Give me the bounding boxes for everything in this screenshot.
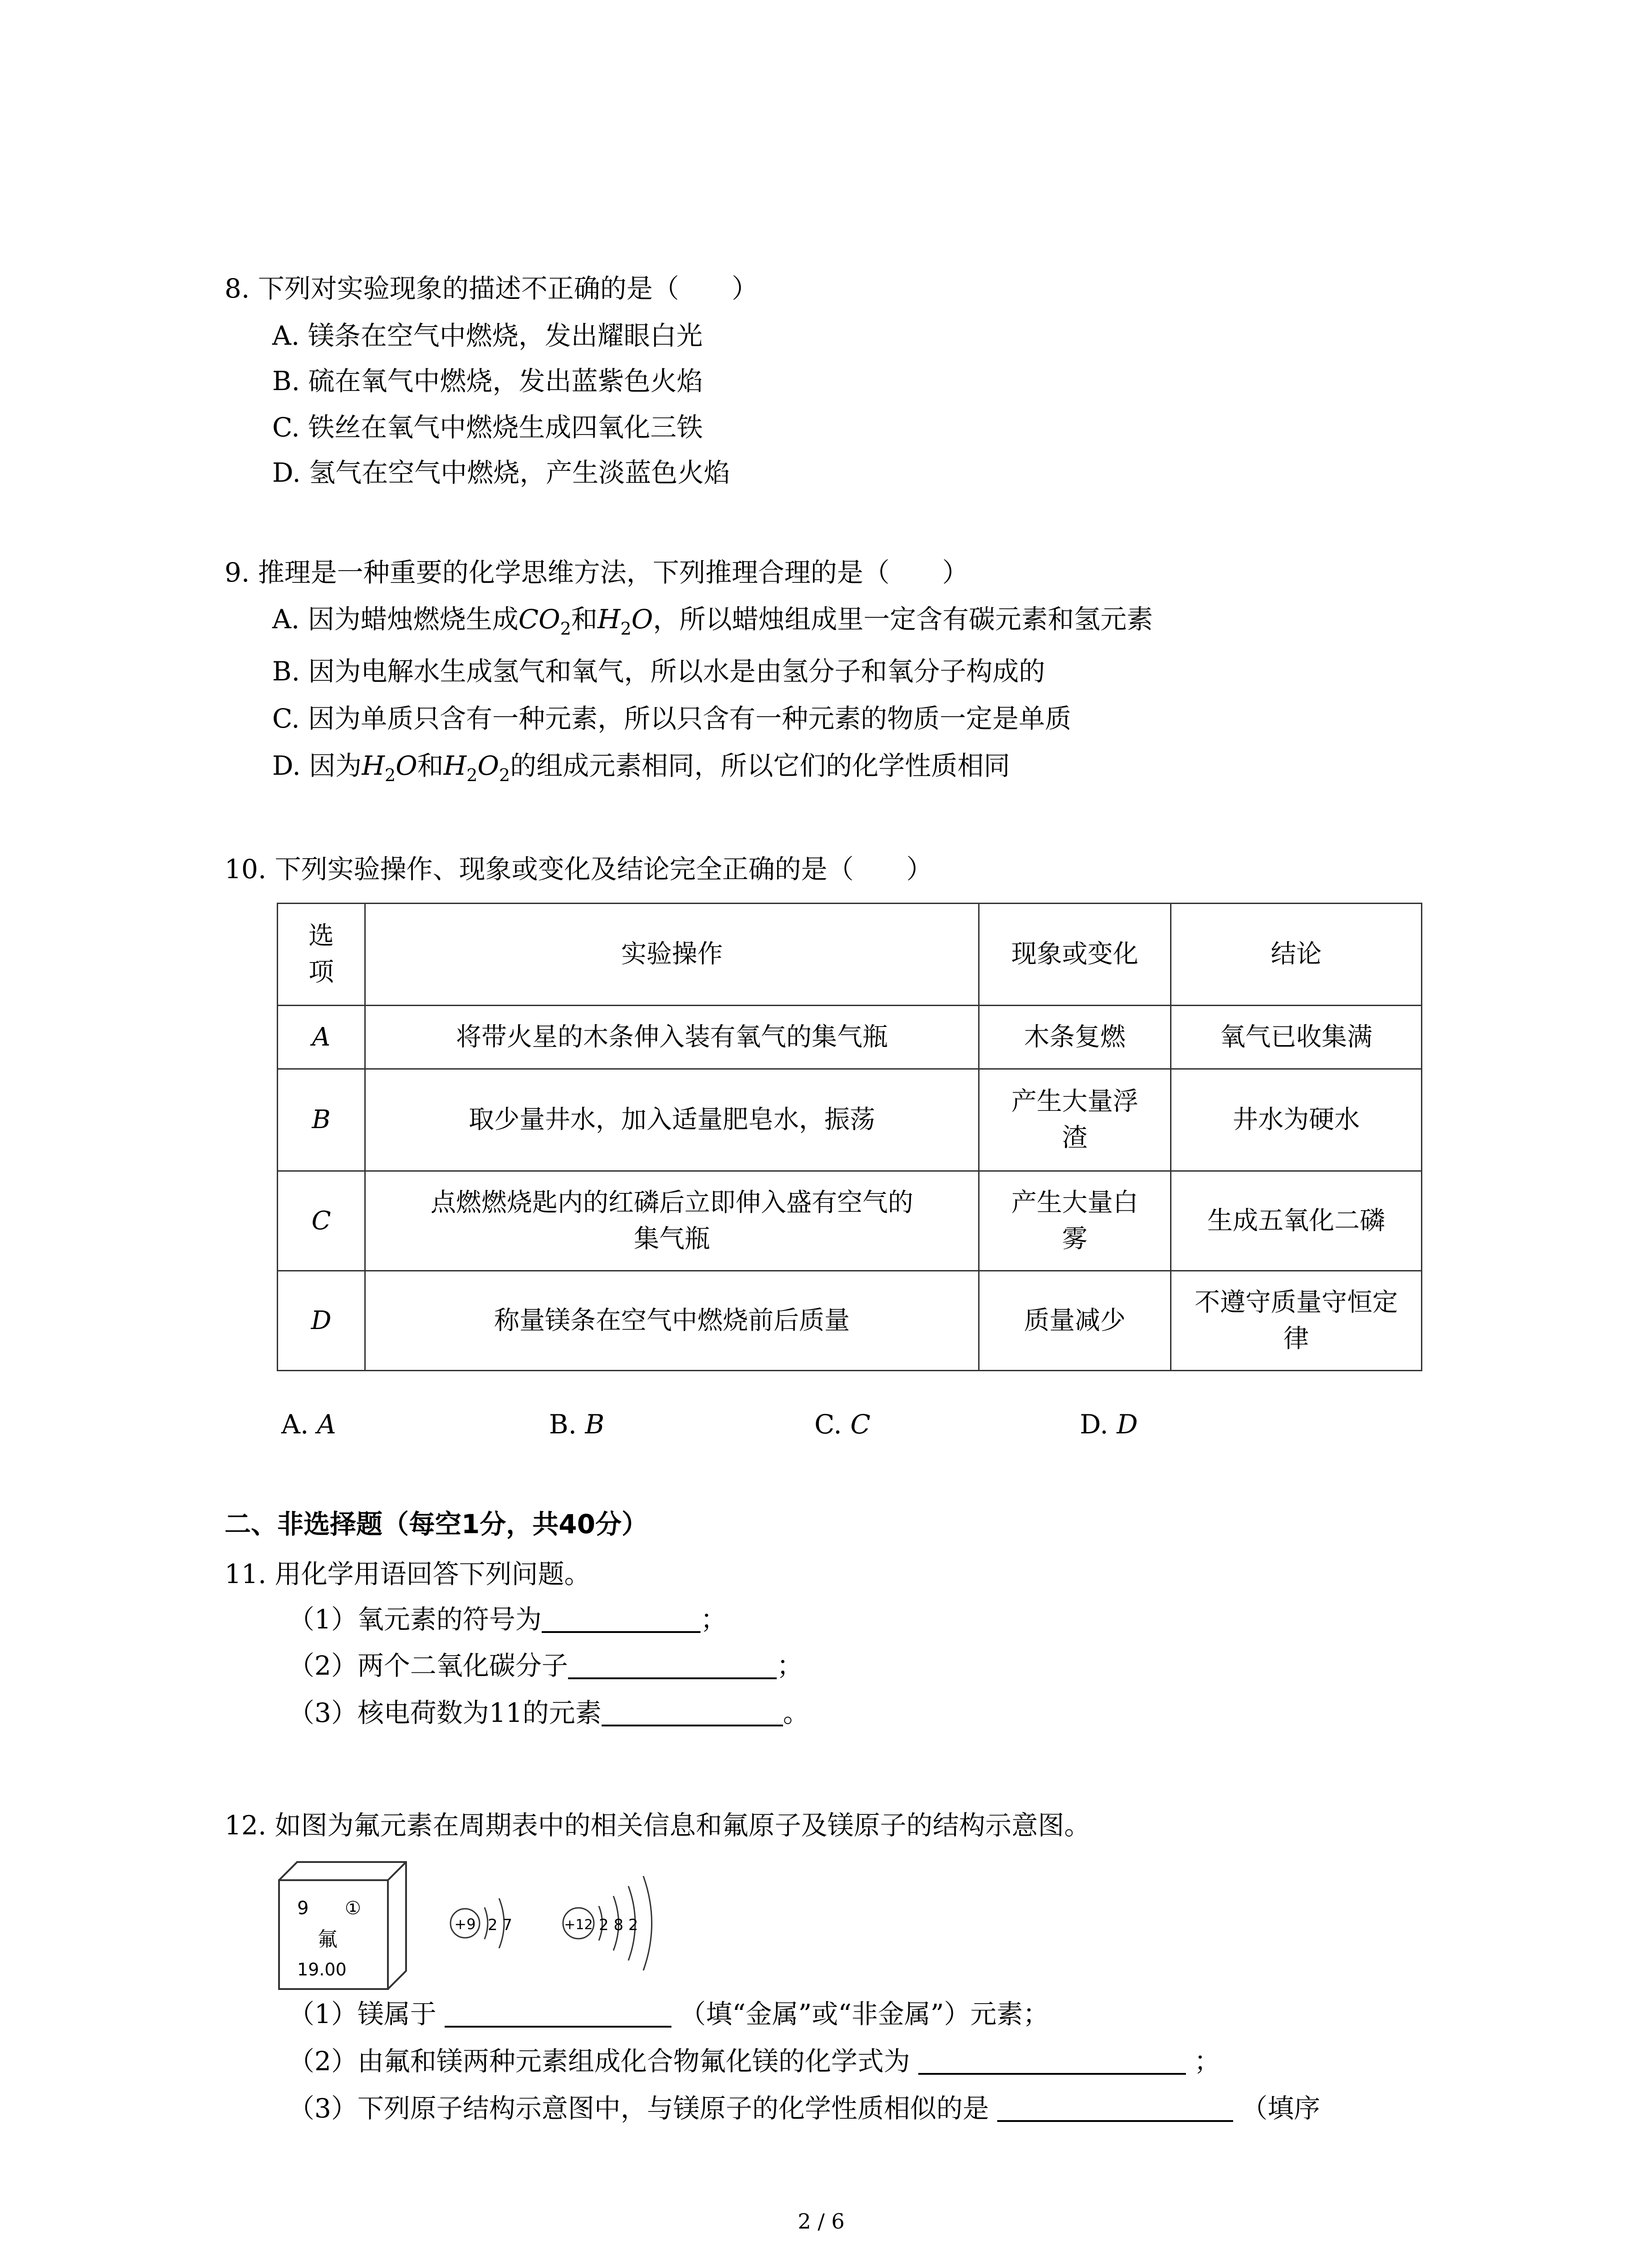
- q9a-suffix: ，所以蜡烛组成里一定含有碳元素和氢元素: [653, 604, 1153, 635]
- q9d-mid: 和: [417, 750, 444, 781]
- q9a-formula2-base: H: [597, 604, 621, 635]
- page-number: 2 / 6: [798, 2209, 845, 2234]
- q10-cell: 氧气已收集满: [1171, 1006, 1422, 1069]
- section-title: 二、非选择题（每空1分，共40分）: [225, 1509, 648, 1540]
- q12-stem: 12. 如图为氟元素在周期表中的相关信息和氟原子及镁原子的结构示意图。: [225, 1810, 1091, 1841]
- q8-option-c: C. 铁丝在氧气中燃烧生成四氧化三铁: [272, 412, 703, 443]
- atomic-mass: 19.00: [297, 1960, 347, 1980]
- q10-header-operation: 实验操作: [365, 904, 979, 1006]
- q10-cell: C: [278, 1171, 365, 1271]
- q9-option-b: B. 因为电解水生成氢气和氧气，所以水是由氢分子和氧分子构成的: [272, 656, 1045, 687]
- q9d-formula2-base: H: [443, 750, 467, 781]
- answer-blank: [918, 2046, 1186, 2075]
- q10-cell: 木条复燃: [979, 1006, 1171, 1069]
- q12-part-3: （3）下列原子结构示意图中，与镁原子的化学性质相似的是 （填序: [288, 2093, 1320, 2124]
- element-name: 氟: [318, 1928, 338, 1951]
- q10-cell: 称量镁条在空气中燃烧前后质量: [365, 1271, 979, 1371]
- q10-cell: A: [278, 1006, 365, 1069]
- q10-answer-b: B. B: [549, 1409, 605, 1440]
- q10-header-row: [278, 904, 1422, 1006]
- q12-figure: [272, 1855, 681, 1996]
- q10-cell: 井水为硬水: [1171, 1069, 1422, 1171]
- q9-option-c: C. 因为单质只含有一种元素，所以只含有一种元素的物质一定是单质: [272, 703, 1072, 734]
- q8-stem: 8. 下列对实验现象的描述不正确的是（ ）: [225, 273, 758, 304]
- q8-option-a: A. 镁条在空气中燃烧，发出耀眼白光: [272, 320, 703, 351]
- q11-part-2: （2）两个二氧化碳分子 ；: [288, 1650, 803, 1681]
- q9a-formula1-sub: 2: [560, 619, 571, 639]
- q10-cell: 将带火星的木条伸入装有氧气的集气瓶: [365, 1006, 979, 1069]
- atomic-number: 9: [297, 1898, 309, 1919]
- magnesium-atom-diagram: [563, 1876, 652, 1970]
- q10-cell: 取少量井水，加入适量肥皂水，振荡: [365, 1069, 979, 1171]
- q9d-formula1-tail: O: [396, 750, 417, 781]
- q9-option-a: [272, 601, 1153, 647]
- q12-part-1: （1）镁属于 （填“金属”或“非金属”）元素；: [288, 1999, 1049, 2029]
- q11-stem: 11. 用化学用语回答下列问题。: [225, 1559, 591, 1589]
- q9d-formula2-mid: O: [477, 750, 500, 781]
- q8-option-b: B. 硫在氧气中燃烧，发出蓝紫色火焰: [272, 366, 703, 396]
- q10-row-c: [278, 1171, 1422, 1271]
- q10-table: [277, 903, 1422, 1371]
- mg-nucleus-label: +12: [564, 1917, 593, 1933]
- mg-shell-electrons: 2 8 2: [599, 1916, 638, 1934]
- q10-header-phenomenon: 现象或变化: [979, 904, 1171, 1006]
- q9d-formula1-sub: 2: [384, 765, 396, 785]
- q9d-formula1-base: H: [362, 750, 385, 781]
- answer-blank: [445, 1999, 671, 2028]
- q11-part-1: （1）氧元素的符号为 ；: [288, 1604, 727, 1635]
- q10-row-b: [278, 1069, 1422, 1171]
- q10-cell: 不遵守质量守恒定 律: [1171, 1271, 1422, 1371]
- q9a-formula2-tail: O: [631, 604, 653, 635]
- q12-part-2: （2）由氟和镁两种元素组成化合物氟化镁的化学式为 ；: [288, 2046, 1220, 2077]
- q10-header-option: 选 项: [278, 904, 365, 1006]
- q10-row-d: [278, 1271, 1422, 1371]
- q10-answer-c: C. C: [814, 1409, 871, 1440]
- q10-cell: B: [278, 1069, 365, 1171]
- q9-option-d: [272, 748, 1010, 793]
- q10-answer-a: A. A: [281, 1409, 336, 1440]
- f-shell-electrons: 2 7: [488, 1916, 513, 1934]
- q9d-prefix: D. 因为: [272, 750, 362, 781]
- answer-blank: [997, 2093, 1233, 2122]
- q10-row-a: [278, 1006, 1422, 1069]
- q9d-suffix: 的组成元素相同，所以它们的化学性质相同: [510, 750, 1010, 781]
- q10-cell: 质量减少: [979, 1271, 1171, 1371]
- q10-cell: 点燃燃烧匙内的红磷后立即伸入盛有空气的 集气瓶: [365, 1171, 979, 1271]
- circle-mark: ①: [345, 1898, 361, 1919]
- q9a-formula1-base: CO: [518, 604, 560, 635]
- q9d-formula2-sub: 2: [466, 765, 478, 785]
- q10-cell: 生成五氧化二磷: [1171, 1171, 1422, 1271]
- q10-cell: 产生大量白 雾: [979, 1171, 1171, 1271]
- answer-blank: [568, 1650, 777, 1679]
- q10-cell: 产生大量浮 渣: [979, 1069, 1171, 1171]
- q9a-prefix: A. 因为蜡烛燃烧生成: [272, 604, 519, 635]
- q11-part-3: （3）核电荷数为11的元素 。: [288, 1697, 809, 1728]
- fluorine-atom-diagram: [451, 1898, 512, 1948]
- answer-blank: [602, 1697, 783, 1726]
- answer-blank: [542, 1604, 700, 1633]
- f-nucleus-label: +9: [454, 1916, 476, 1933]
- q9-stem: 9. 推理是一种重要的化学思维方法，下列推理合理的是（ ）: [225, 557, 969, 588]
- q10-answer-d: D. D: [1080, 1409, 1138, 1440]
- q10-stem: 10. 下列实验操作、现象或变化及结论完全正确的是（ ）: [225, 854, 933, 885]
- q10-cell: D: [278, 1271, 365, 1371]
- q10-header-conclusion: 结论: [1171, 904, 1422, 1006]
- q9d-formula2-sub2: 2: [499, 765, 510, 785]
- q9a-formula2-sub: 2: [620, 619, 632, 639]
- q9a-mid: 和: [571, 604, 598, 635]
- q8-option-d: D. 氢气在空气中燃烧，产生淡蓝色火焰: [272, 457, 730, 488]
